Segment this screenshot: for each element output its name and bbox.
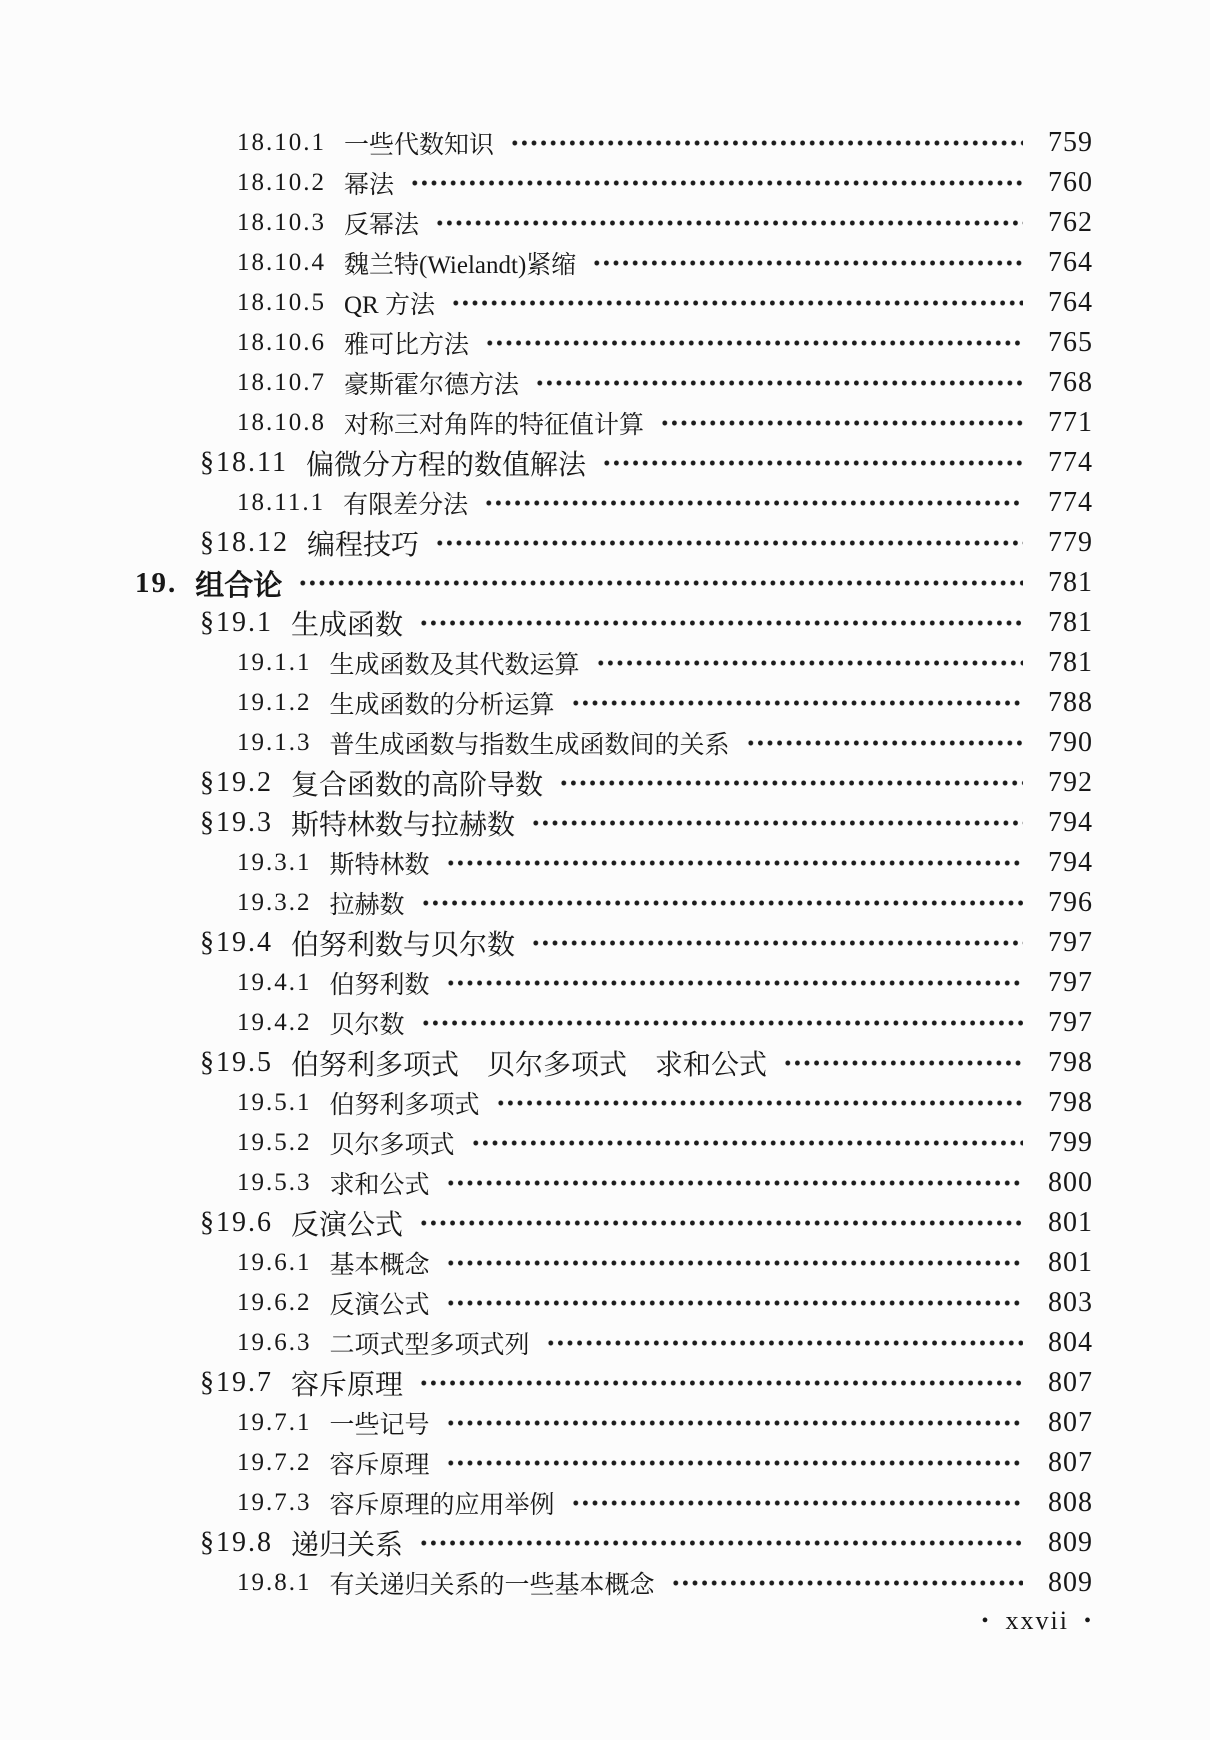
toc-entry-page: 768 [1048,367,1093,398]
toc-row [135,1443,1093,1483]
toc-entry-number: 19.1.2 [237,689,312,716]
toc-entry-page: 809 [1048,1567,1093,1598]
toc-row [135,203,1093,243]
footer-right-dot-icon: • [1083,1609,1093,1632]
toc-entry-number: 19.8.1 [237,1569,312,1596]
toc-entry-page: 788 [1048,687,1093,718]
dot-leader [592,243,1023,283]
toc-entry-title: 斯特林数 [329,852,430,879]
toc-entry-number: §18.12 [200,527,289,558]
toc-entry-title: QR 方法 [344,292,435,319]
toc-entry-title: 有关递归关系的一些基本概念 [329,1572,655,1599]
toc-entry-title: 递归关系 [291,1530,404,1561]
toc-entry-page: 759 [1048,127,1093,158]
dot-leader [660,403,1023,443]
toc-entry-number: §19.8 [200,1527,273,1558]
toc-entry-title: 伯努利数与贝尔数 [291,930,516,961]
dot-leader [571,1483,1023,1523]
toc-entry-title: 复合函数的高阶导数 [291,770,544,801]
dot-leader [446,1443,1023,1483]
toc-list [135,123,1093,1603]
toc-entry-number: 19.1.3 [237,729,312,756]
toc-row [135,1243,1093,1283]
toc-row [135,1403,1093,1443]
toc-entry-title: 斯特林数与拉赫数 [291,810,516,841]
toc-entry-number: 19.7.1 [237,1409,312,1436]
toc-entry-page: 781 [1048,607,1093,638]
dot-leader [531,803,1023,843]
toc-row [135,643,1093,683]
toc-entry-page: 792 [1048,767,1093,798]
toc-entry-title: 容斥原理 [291,1370,404,1401]
toc-row [135,763,1093,803]
toc-entry-page: 762 [1048,207,1093,238]
toc-entry-number: §18.11 [200,447,288,478]
toc-entry-number: 19.6.1 [237,1249,312,1276]
toc-entry-title: 拉赫数 [329,892,405,919]
dot-leader [421,883,1023,923]
toc-entry-number: §19.4 [200,927,273,958]
toc-row [135,1563,1093,1603]
toc-entry-title: 贝尔数 [329,1012,405,1039]
toc-entry-page: 764 [1048,287,1093,318]
dot-leader [496,1083,1023,1123]
toc-row [135,123,1093,163]
toc-entry-number: 19.6.3 [237,1329,312,1356]
toc-row [135,403,1093,443]
toc-entry-title: 普生成函数与指数生成函数间的关系 [329,732,730,759]
toc-entry-page: 774 [1048,487,1093,518]
toc-entry-title: 二项式型多项式列 [329,1332,530,1359]
toc-entry-number: §19.6 [200,1207,273,1238]
toc-row [135,363,1093,403]
dot-leader [446,963,1023,1003]
dot-leader [535,363,1023,403]
toc-entry-page: 764 [1048,247,1093,278]
toc-entry-number: 19.3.1 [237,849,312,876]
toc-entry-number: §19.1 [200,607,273,638]
toc-entry-title: 对称三对角阵的特征值计算 [344,412,645,439]
toc-row [135,963,1093,1003]
dot-leader [419,1363,1023,1403]
dot-leader [471,1123,1023,1163]
toc-entry-number: 19.4.2 [237,1009,312,1036]
toc-entry-number: §19.5 [200,1047,273,1078]
toc-entry-page: 798 [1048,1087,1093,1118]
toc-entry-page: 803 [1048,1287,1093,1318]
toc-row [135,603,1093,643]
dot-leader [783,1043,1023,1083]
toc-entry-title: 生成函数的分析运算 [329,692,555,719]
toc-entry-page: 771 [1048,407,1093,438]
toc-entry-title: 伯努利数 [329,972,430,999]
toc-entry-title: 一些记号 [329,1412,430,1439]
toc-entry-number: 19.4.1 [237,969,312,996]
dot-leader [571,683,1023,723]
toc-entry-number: 19.5.1 [237,1089,312,1116]
toc-row [135,1003,1093,1043]
toc-entry-title: 反幂法 [344,212,420,239]
toc-entry-number: 19.7.3 [237,1489,312,1516]
dot-leader [510,123,1023,163]
toc-entry-page: 800 [1048,1167,1093,1198]
toc-entry-page: 781 [1048,647,1093,678]
dot-leader [546,1323,1023,1363]
toc-entry-number: 19. [135,566,178,599]
toc-entry-page: 797 [1048,927,1093,958]
toc-entry-page: 807 [1048,1407,1093,1438]
toc-row [135,443,1093,483]
toc-entry-number: §19.3 [200,807,273,838]
toc-entry-title: 反演公式 [329,1292,430,1319]
dot-leader [484,483,1023,523]
toc-entry-number: 18.11.1 [237,489,326,516]
toc-entry-number: 19.1.1 [237,649,312,676]
toc-entry-page: 798 [1048,1047,1093,1078]
toc-entry-number: 18.10.2 [237,169,326,196]
dot-leader [531,923,1023,963]
toc-entry-page: 809 [1048,1527,1093,1558]
toc-entry-page: 801 [1048,1207,1093,1238]
toc-entry-number: 19.6.2 [237,1289,312,1316]
toc-row [135,323,1093,363]
toc-row [135,1323,1093,1363]
toc-entry-page: 765 [1048,327,1093,358]
toc-row [135,563,1093,603]
dot-leader [419,1523,1023,1563]
dot-leader [298,563,1023,603]
toc-entry-title: 魏兰特(Wielandt)紧缩 [344,252,577,279]
toc-entry-page: 799 [1048,1127,1093,1158]
dot-leader [446,1243,1023,1283]
toc-entry-page: 760 [1048,167,1093,198]
toc-entry-page: 794 [1048,807,1093,838]
toc-entry-title: 容斥原理的应用举例 [329,1492,555,1519]
toc-entry-title: 生成函数及其代数运算 [329,652,580,679]
toc-entry-page: 801 [1048,1247,1093,1278]
toc-row [135,163,1093,203]
dot-leader [451,283,1023,323]
toc-row [135,723,1093,763]
toc-entry-number: 19.5.3 [237,1169,312,1196]
toc-row [135,283,1093,323]
dot-leader [421,1003,1023,1043]
dot-leader [485,323,1023,363]
dot-leader [671,1563,1023,1603]
toc-entry-number: 18.10.1 [237,129,326,156]
dot-leader [596,643,1023,683]
toc-entry-number: 18.10.3 [237,209,326,236]
footer-page-label: xxvii [1005,1606,1069,1635]
dot-leader [446,843,1023,883]
toc-entry-page: 797 [1048,967,1093,998]
dot-leader [602,443,1023,483]
dot-leader [446,1283,1023,1323]
toc-entry-number: 18.10.8 [237,409,326,436]
toc-entry-number: 19.3.2 [237,889,312,916]
toc-entry-title: 生成函数 [291,610,404,641]
toc-entry-page: 807 [1048,1367,1093,1398]
toc-entry-title: 有限差分法 [343,492,469,519]
toc-row [135,1083,1093,1123]
toc-row [135,483,1093,523]
toc-row [135,1483,1093,1523]
toc-row [135,523,1093,563]
toc-entry-title: 基本概念 [329,1252,430,1279]
toc-entry-page: 781 [1048,567,1093,598]
toc-entry-page: 807 [1048,1447,1093,1478]
toc-row [135,1043,1093,1083]
toc-row [135,1283,1093,1323]
dot-leader [446,1403,1023,1443]
dot-leader [419,1203,1023,1243]
toc-entry-title: 容斥原理 [329,1452,430,1479]
toc-entry-number: 19.7.2 [237,1449,312,1476]
toc-row [135,243,1093,283]
toc-entry-title: 一些代数知识 [344,132,495,159]
dot-leader [435,523,1023,563]
toc-entry-page: 794 [1048,847,1093,878]
toc-row [135,683,1093,723]
toc-entry-page: 774 [1048,447,1093,478]
toc-entry-title: 贝尔多项式 [329,1132,455,1159]
toc-entry-title: 豪斯霍尔德方法 [344,372,520,399]
dot-leader [446,1163,1023,1203]
dot-leader [746,723,1023,763]
toc-entry-number: 18.10.5 [237,289,326,316]
toc-entry-page: 804 [1048,1327,1093,1358]
dot-leader [419,603,1023,643]
toc-entry-page: 790 [1048,727,1093,758]
toc-entry-number: §19.2 [200,767,273,798]
toc-row [135,1363,1093,1403]
toc-entry-title: 反演公式 [291,1210,404,1241]
toc-entry-number: 18.10.4 [237,249,326,276]
toc-entry-number: 18.10.7 [237,369,326,396]
page-footer [982,1606,1093,1636]
footer-left-dot-icon: • [981,1609,991,1632]
toc-entry-page: 808 [1048,1487,1093,1518]
toc-entry-title: 雅可比方法 [344,332,470,359]
toc-row [135,803,1093,843]
toc-entry-number: §19.7 [200,1367,273,1398]
toc-entry-title: 偏微分方程的数值解法 [305,450,586,481]
toc-entry-number: 19.5.2 [237,1129,312,1156]
toc-entry-title: 幂法 [344,172,395,199]
toc-entry-page: 797 [1048,1007,1093,1038]
toc-entry-number: 18.10.6 [237,329,326,356]
toc-row [135,1123,1093,1163]
toc-entry-title: 求和公式 [329,1172,430,1199]
toc-entry-title: 编程技巧 [307,530,420,561]
toc-entry-page: 796 [1048,887,1093,918]
dot-leader [559,763,1023,803]
toc-entry-title: 组合论 [195,569,283,602]
toc-row [135,923,1093,963]
toc-entry-title: 伯努利多项式 [329,1092,480,1119]
toc-row [135,1523,1093,1563]
toc-row [135,1203,1093,1243]
toc-row [135,1163,1093,1203]
toc-entry-page: 779 [1048,527,1093,558]
toc-row [135,883,1093,923]
dot-leader [435,203,1023,243]
dot-leader [410,163,1023,203]
toc-entry-title: 伯努利多项式 贝尔多项式 求和公式 [291,1050,768,1081]
toc-row [135,843,1093,883]
